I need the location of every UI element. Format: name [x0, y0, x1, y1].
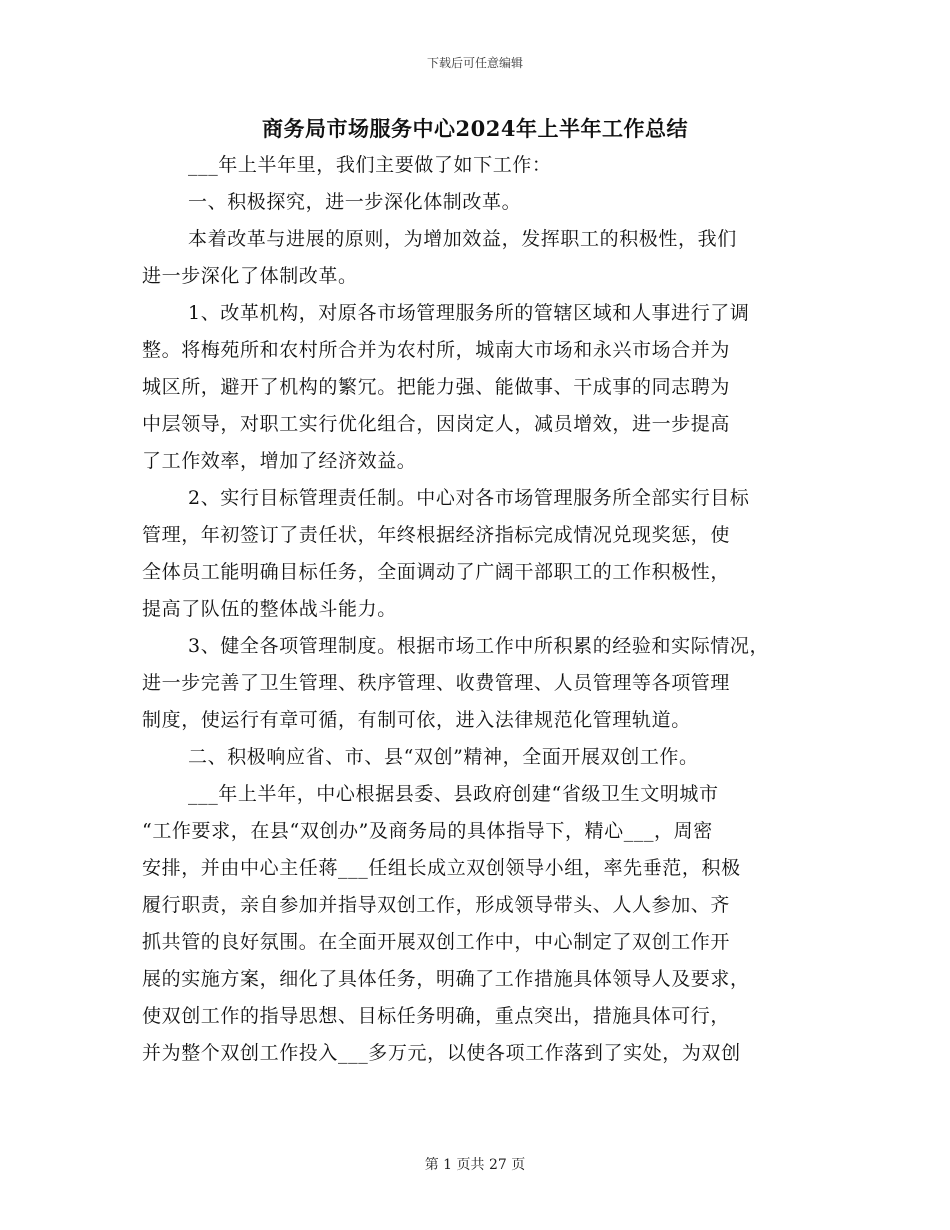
body-line: 履行职责，亲自参加并指导双创工作，形成领导带头、人人参加、齐 — [142, 894, 731, 916]
body-line: 整。将梅苑所和农村所合并为农村所，城南大市场和永兴市场合并为 — [142, 339, 731, 361]
body-line: “工作要求，在县“双创办”及商务局的具体指导下，精心___，周密 — [142, 820, 713, 842]
body-line: 本着改革与进展的原则，为增加效益，发挥职工的积极性，我们 — [188, 228, 737, 250]
body-line: 1、改革机构，对原各市场管理服务所的管辖区域和人事进行了调 — [188, 302, 750, 324]
body-line: 3、健全各项管理制度。根据市场工作中所积累的经验和实际情况， — [188, 635, 770, 657]
body-line: 中层领导，对职工实行优化组合，因岗定人，减员增效，进一步提高 — [142, 413, 731, 435]
body-line: 管理，年初签订了责任状，年终根据经济指标完成情况兑现奖惩，使 — [142, 524, 731, 546]
body-line: 抓共管的良好氛围。在全面开展双创工作中，中心制定了双创工作开 — [142, 931, 731, 953]
body-line: 二、积极响应省、市、县“双创”精神，全面开展双创工作。 — [188, 746, 699, 768]
body-line: 使双创工作的指导思想、目标任务明确，重点突出，措施具体可行， — [142, 1005, 731, 1027]
body-line: 全体员工能明确目标任务，全面调动了广阔干部职工的工作积极性， — [142, 561, 731, 583]
body-line: ___年上半年，中心根据县委、县政府创建“省级卫生文明城市 — [188, 783, 719, 805]
page-number: 第 1 页共 27 页 — [424, 1157, 526, 1173]
body-line: 了工作效率，增加了经济效益。 — [142, 450, 417, 472]
body-line: 进一步深化了体制改革。 — [142, 265, 358, 287]
body-line: ___年上半年里，我们主要做了如下工作： — [188, 154, 552, 176]
body-line: 展的实施方案，细化了具体任务，明确了工作措施具体领导人及要求， — [142, 968, 750, 990]
document-title: 商务局市场服务中心2024年上半年工作总结 — [262, 116, 688, 141]
body-line: 安排，并由中心主任蒋___任组长成立双创领导小组，率先垂范，积极 — [142, 857, 741, 879]
body-line: 进一步完善了卫生管理、秩序管理、收费管理、人员管理等各项管理 — [142, 672, 731, 694]
body-line: 一、积极探究，进一步深化体制改革。 — [188, 191, 522, 213]
body-line: 2、实行目标管理责任制。中心对各市场管理服务所全部实行目标 — [188, 487, 750, 509]
body-line: 城区所，避开了机构的繁冗。把能力强、能做事、干成事的同志聘为 — [142, 376, 731, 398]
body-line: 制度，使运行有章可循，有制可依，进入法律规范化管理轨道。 — [142, 709, 691, 731]
body-line: 并为整个双创工作投入___多万元，以使各项工作落到了实处，为双创 — [142, 1042, 741, 1064]
page-header-note: 下载后可任意编辑 — [426, 56, 523, 70]
body-line: 提高了队伍的整体战斗能力。 — [142, 598, 397, 620]
document-body — [142, 147, 822, 1072]
